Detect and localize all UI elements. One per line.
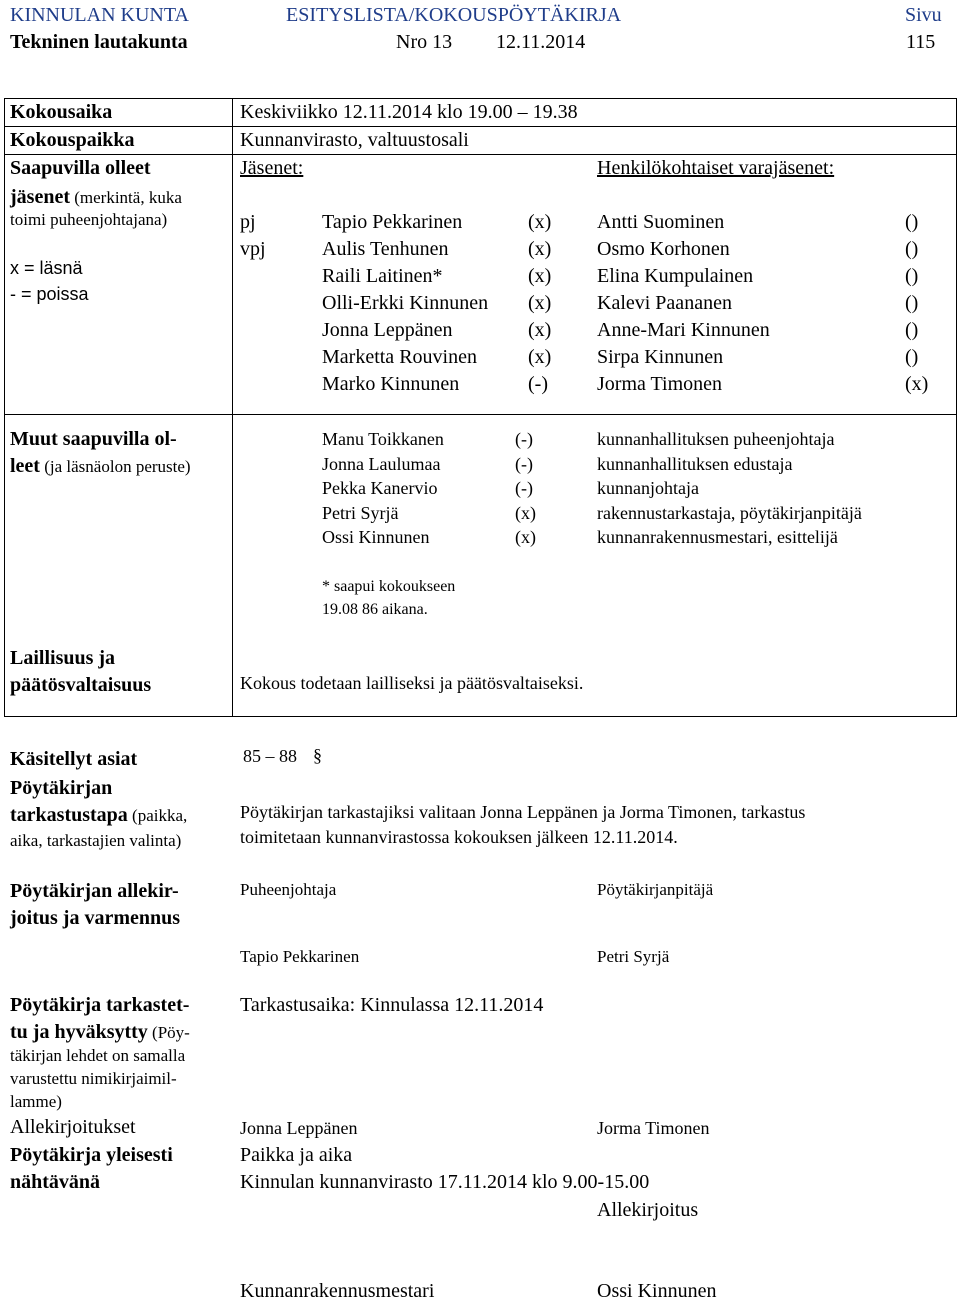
arrival-note-time: 19.08 86 aikana.	[322, 601, 428, 618]
deputy-presence: ()	[905, 319, 919, 341]
review-sublabel-bold: tarkastustapa	[10, 804, 128, 826]
deputies-header: Henkilökohtaiset varajäsenet:	[597, 157, 835, 179]
public-place-value: Kinnulan kunnanvirasto 17.11.2014 klo 9.00-15.00	[240, 1171, 650, 1193]
other-basis: kunnanhallituksen puheenjohtaja	[597, 429, 835, 449]
deputy-name: Antti Suominen	[597, 211, 725, 233]
member-presence: (x)	[528, 292, 552, 314]
member-name: Tapio Pekkarinen	[322, 211, 463, 233]
public-label-2: nähtävänä	[10, 1171, 101, 1193]
table-left-border	[4, 98, 5, 717]
deputy-presence: ()	[905, 211, 919, 233]
attendees-sublabel-2: toimi puheenjohtajana)	[10, 210, 168, 229]
items-value: 85 – 88	[243, 746, 297, 766]
deputy-name: Anne-Mari Kinnunen	[597, 319, 770, 341]
meeting-number: Nro 13	[396, 31, 453, 53]
reviewer-1: Jonna Leppänen	[240, 1118, 358, 1138]
approval-label: Pöytäkirja tarkastet-	[10, 994, 190, 1016]
row-divider	[4, 414, 957, 415]
other-basis: kunnanjohtaja	[597, 478, 699, 498]
other-presence: (x)	[515, 503, 536, 523]
approval-sublabel	[10, 1021, 190, 1044]
public-signer-title: Kunnanrakennusmestari	[240, 1280, 435, 1302]
member-presence: (x)	[528, 238, 552, 260]
deputy-name: Elina Kumpulainen	[597, 265, 754, 287]
chair-name: Tapio Pekkarinen	[240, 947, 360, 966]
table-bottom-border	[4, 716, 957, 717]
review-label: Pöytäkirjan	[10, 777, 113, 799]
others-sublabel	[10, 455, 191, 478]
others-sublabel-bold: leet	[10, 455, 40, 477]
other-basis: kunnanrakennusmestari, esittelijä	[597, 527, 838, 547]
signing-label: Pöytäkirjan allekir-	[10, 880, 179, 902]
others-sublabel-rest: (ja läsnäolon peruste)	[39, 457, 191, 476]
deputy-name: Sirpa Kinnunen	[597, 346, 724, 368]
section-sign-icon: §	[313, 745, 322, 765]
deputy-name: Osmo Korhonen	[597, 238, 730, 260]
member-name: Jonna Leppänen	[322, 319, 453, 341]
column-divider	[232, 98, 233, 717]
legend-absent: - = poissa	[10, 284, 89, 304]
legality-label: Laillisuus ja	[10, 647, 116, 669]
public-signer-name: Ossi Kinnunen	[597, 1280, 717, 1302]
others-label: Muut saapuvilla ol-	[10, 428, 177, 450]
arrival-note: * saapui kokoukseen	[322, 578, 456, 595]
member-presence: (x)	[528, 319, 552, 341]
review-text: Pöytäkirjan tarkastajiksi valitaan Jonna Leppänen ja Jorma Timonen, tarkastus	[240, 802, 806, 822]
deputy-name: Jorma Timonen	[597, 373, 723, 395]
meeting-date: 12.11.2014	[496, 31, 586, 53]
member-role: vpj	[240, 238, 266, 260]
row-divider	[4, 126, 957, 127]
other-presence: (-)	[515, 478, 533, 498]
row-divider	[4, 154, 957, 155]
other-name: Petri Syrjä	[322, 503, 399, 523]
members-header: Jäsenet:	[240, 157, 304, 179]
attendees-sublabel	[10, 186, 182, 209]
review-sublabel-rest: (paikka,	[127, 806, 188, 825]
board-name: Tekninen lautakunta	[10, 31, 188, 53]
document-type: ESITYSLISTA/KOKOUSPÖYTÄKIRJA	[286, 4, 622, 26]
member-name: Aulis Tenhunen	[322, 238, 449, 260]
other-name: Ossi Kinnunen	[322, 527, 430, 547]
attendees-label: Saapuvilla olleet	[10, 157, 151, 179]
approval-sublabel-3: varustettu nimikirjaimil-	[10, 1069, 177, 1088]
meeting-place-label: Kokouspaikka	[10, 129, 135, 151]
meeting-place-value: Kunnanvirasto, valtuustosali	[240, 129, 469, 151]
meeting-time-label: Kokousaika	[10, 101, 113, 123]
deputy-presence: ()	[905, 265, 919, 287]
org-name: KINNULAN KUNTA	[10, 4, 189, 26]
approval-sublabel-2: täkirjan lehdet on samalla	[10, 1046, 186, 1065]
review-time: Tarkastusaika: Kinnulassa 12.11.2014	[240, 994, 544, 1016]
other-name: Jonna Laulumaa	[322, 454, 441, 474]
member-presence: (x)	[528, 211, 552, 233]
legend-present: x = läsnä	[10, 258, 83, 278]
deputy-presence: ()	[905, 238, 919, 260]
member-role: pj	[240, 211, 256, 233]
page-label: Sivu	[905, 4, 942, 26]
deputy-presence: (x)	[905, 373, 929, 395]
other-presence: (-)	[515, 454, 533, 474]
other-basis: kunnanhallituksen edustaja	[597, 454, 793, 474]
member-presence: (x)	[528, 346, 552, 368]
table-right-border	[956, 98, 957, 717]
legality-text: Kokous todetaan lailliseksi ja päätösvaltaiseksi.	[240, 673, 584, 693]
signing-label-2: joitus ja varmennus	[10, 907, 181, 929]
approval-sublabel-bold: tu ja hyväksytty	[10, 1021, 148, 1043]
chair-title: Puheenjohtaja	[240, 880, 337, 899]
attendees-sublabel-bold: jäsenet	[10, 186, 70, 208]
other-basis: rakennustarkastaja, pöytäkirjanpitäjä	[597, 503, 862, 523]
secretary-name: Petri Syrjä	[597, 947, 670, 966]
deputy-presence: ()	[905, 292, 919, 314]
approval-sublabel-4: lamme)	[10, 1092, 62, 1111]
other-name: Manu Toikkanen	[322, 429, 444, 449]
member-presence: (x)	[528, 265, 552, 287]
member-name: Olli-Erkki Kinnunen	[322, 292, 489, 314]
review-sublabel	[10, 804, 187, 827]
approval-sublabel-rest: (Pöy-	[147, 1023, 190, 1042]
legality-label-2: päätösvaltaisuus	[10, 674, 152, 696]
other-presence: (-)	[515, 429, 533, 449]
items-label: Käsitellyt asiat	[10, 748, 138, 770]
member-name: Marko Kinnunen	[322, 373, 460, 395]
deputy-presence: ()	[905, 346, 919, 368]
signatures-label: Allekirjoitukset	[10, 1116, 136, 1138]
attendees-sublabel-rest: (merkintä, kuka	[69, 188, 182, 207]
reviewer-2: Jorma Timonen	[597, 1118, 710, 1138]
table-top-border	[4, 98, 957, 99]
member-name: Marketta Rouvinen	[322, 346, 477, 368]
public-place-label: Paikka ja aika	[240, 1144, 353, 1166]
secretary-title: Pöytäkirjanpitäjä	[597, 880, 714, 899]
page-number: 115	[906, 31, 936, 53]
public-signature-label: Allekirjoitus	[597, 1199, 699, 1221]
review-sublabel-2: aika, tarkastajien valinta)	[10, 831, 182, 850]
other-name: Pekka Kanervio	[322, 478, 438, 498]
public-label: Pöytäkirja yleisesti	[10, 1144, 173, 1166]
other-presence: (x)	[515, 527, 536, 547]
member-presence: (-)	[528, 373, 548, 395]
member-name: Raili Laitinen*	[322, 265, 443, 287]
review-text-2: toimitetaan kunnanvirastossa kokouksen jälkeen 12.11.2014.	[240, 827, 678, 847]
deputy-name: Kalevi Paananen	[597, 292, 732, 314]
meeting-time-value: Keskiviikko 12.11.2014 klo 19.00 – 19.38	[240, 101, 578, 123]
